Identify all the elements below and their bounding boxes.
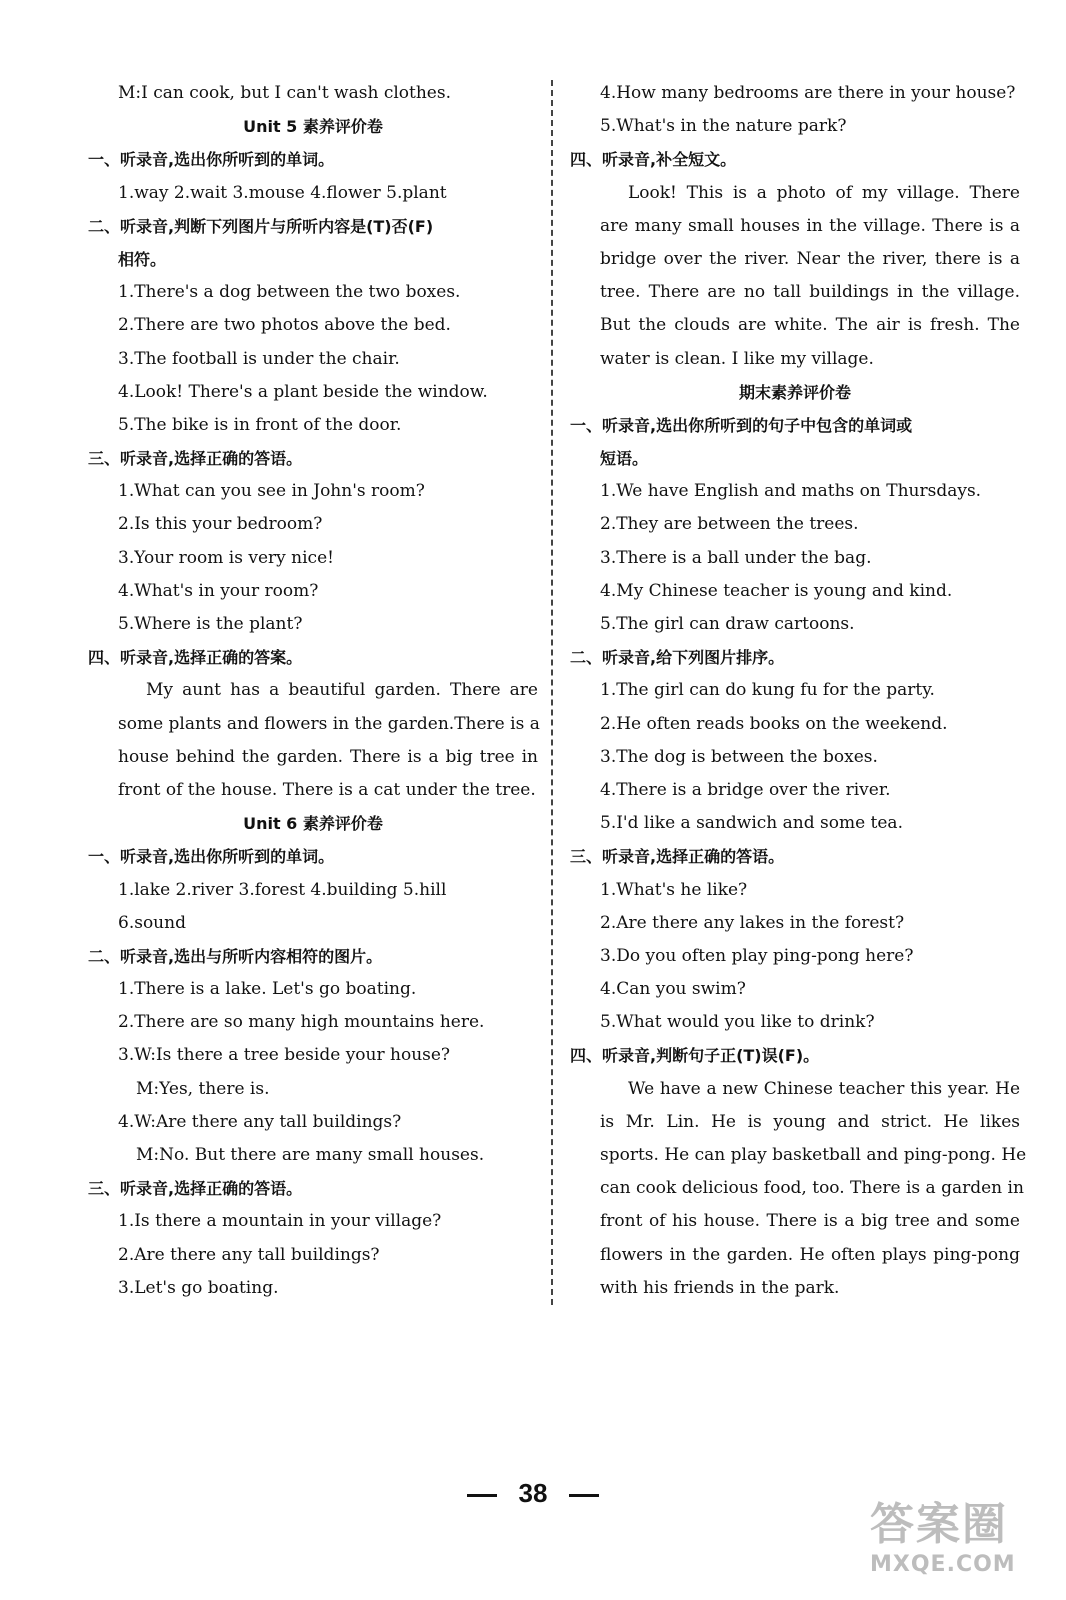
transcript-line: M:I can cook, but I can't wash clothes. [118,83,451,103]
question-heading: 短语。 [600,449,649,469]
transcript-line: 1.There is a lake. Let's go boating. [118,979,417,1000]
question-heading: 相符。 [118,249,167,269]
watermark [870,1500,1060,1595]
transcript-line: 6.sound [118,912,186,933]
watermark-url: MXQE.COM [870,1552,1016,1577]
transcript-line: 2.There are so many high mountains here. [118,1012,485,1033]
transcript-line: 1.There's a dog between the two boxes. [118,282,461,303]
transcript-line: 5.What's in the nature park? [600,116,847,137]
question-heading: 一、听录音,选出你所听到的句子中包含的单词或 [570,415,913,435]
passage-line: My aunt has a beautiful garden. There are [146,680,538,701]
question-heading: 四、听录音,补全短文。 [570,150,737,170]
transcript-line: 4.What's in your room? [118,580,319,601]
transcript-line: 3.There is a ball under the bag. [600,547,872,568]
transcript-line: 3.W:Is there a tree beside your house? [118,1045,451,1066]
transcript-line: M:No. But there are many small houses. [136,1145,485,1165]
transcript-line: 1.We have English and maths on Thursdays. [600,481,982,502]
passage-line: are many small houses in the village. There is a [600,215,1020,236]
transcript-line: 5.What would you like to drink? [600,1012,875,1033]
question-heading: 三、听录音,选择正确的答语。 [88,1179,303,1199]
passage-line: We have a new Chinese teacher this year. He [628,1078,1020,1099]
transcript-line: 2.Is this your bedroom? [118,514,323,535]
section-title: 期末素养评价卷 [738,382,851,402]
question-heading: 四、听录音,判断句子正(T)误(F)。 [570,1046,820,1066]
question-heading: 三、听录音,选择正确的答语。 [570,847,785,867]
transcript-line: 4.Can you swim? [600,979,746,1000]
section-title: Unit 5 素养评价卷 [243,117,383,137]
section-title: Unit 6 素养评价卷 [243,814,383,834]
passage-line: flowers in the garden. He often plays ping-pong [600,1244,1020,1265]
passage-line: Look! This is a photo of my village. There [628,182,1020,203]
passage-line: with his friends in the park. [600,1277,840,1298]
transcript-line: 4.Look! There's a plant beside the window. [118,381,488,402]
transcript-line: 3.The football is under the chair. [118,348,400,369]
transcript-line: 3.Let's go boating. [118,1277,279,1298]
left-column [88,77,538,1305]
passage-line: But the clouds are white. The air is fresh. The [600,315,1020,336]
transcript-line: 2.There are two photos above the bed. [118,315,451,336]
footer-dash-right [569,1494,599,1497]
transcript-line: 1.way 2.wait 3.mouse 4.flower 5.plant [118,182,447,203]
transcript-line: 3.Your room is very nice! [118,547,334,568]
transcript-line: 4.How many bedrooms are there in your house? [600,83,1016,103]
passage-line: front of his house. There is a big tree and some [600,1211,1020,1232]
column-divider [551,80,553,1305]
right-column [570,77,1027,1305]
passage-line: bridge over the river. Near the river, there is a [600,248,1020,269]
question-heading: 一、听录音,选出你所听到的单词。 [88,150,335,170]
question-heading: 二、听录音,给下列图片排序。 [570,648,785,668]
passage-line: sports. He can play basketball and ping-pong. He [600,1145,1027,1165]
transcript-line: 2.They are between the trees. [600,514,859,535]
transcript-line: 4.There is a bridge over the river. [600,779,891,800]
passage-line: house behind the garden. There is a big tree in [118,746,538,767]
transcript-line: 3.The dog is between the boxes. [600,746,878,767]
passage-line: front of the house. There is a cat under the tree. [118,779,536,800]
question-heading: 一、听录音,选出你所听到的单词。 [88,847,335,867]
transcript-line: 5.The girl can draw cartoons. [600,614,855,634]
transcript-line: 2.Are there any lakes in the forest? [600,912,905,933]
footer-dash-left [467,1494,497,1497]
transcript-line: 5.I'd like a sandwich and some tea. [600,813,903,834]
transcript-line: 1.Is there a mountain in your village? [118,1211,442,1232]
transcript-line: 1.What's he like? [600,879,748,900]
passage-line: tree. There are no tall buildings in the village. [600,282,1020,303]
passage-line: water is clean. I like my village. [600,348,874,369]
transcript-line: 5.Where is the plant? [118,614,303,634]
transcript-line: 1.The girl can do kung fu for the party. [600,680,935,701]
passage-line: can cook delicious food, too. There is a garden in [600,1178,1024,1199]
question-heading: 三、听录音,选择正确的答语。 [88,449,303,469]
transcript-line: 2.Are there any tall buildings? [118,1244,380,1265]
transcript-line: 3.Do you often play ping-pong here? [600,945,914,966]
passage-line: is Mr. Lin. He is young and strict. He likes [600,1111,1020,1132]
question-heading: 四、听录音,选择正确的答案。 [88,648,303,668]
question-heading: 二、听录音,选出与所听内容相符的图片。 [88,946,383,966]
watermark-logo: 答案圈 [870,1499,1008,1550]
transcript-line: 1.lake 2.river 3.forest 4.building 5.hill [118,879,447,900]
transcript-line: 1.What can you see in John's room? [118,481,425,502]
transcript-line: 4.W:Are there any tall buildings? [118,1111,402,1132]
transcript-line: M:Yes, there is. [136,1078,270,1099]
passage-line: some plants and flowers in the garden.There is a [118,713,540,734]
transcript-line: 5.The bike is in front of the door. [118,414,402,435]
transcript-line: 2.He often reads books on the weekend. [600,713,948,734]
question-heading: 二、听录音,判断下列图片与所听内容是(T)否(F) [88,216,434,236]
transcript-line: 4.My Chinese teacher is young and kind. [600,580,953,601]
page-number: 38 [518,1478,548,1508]
